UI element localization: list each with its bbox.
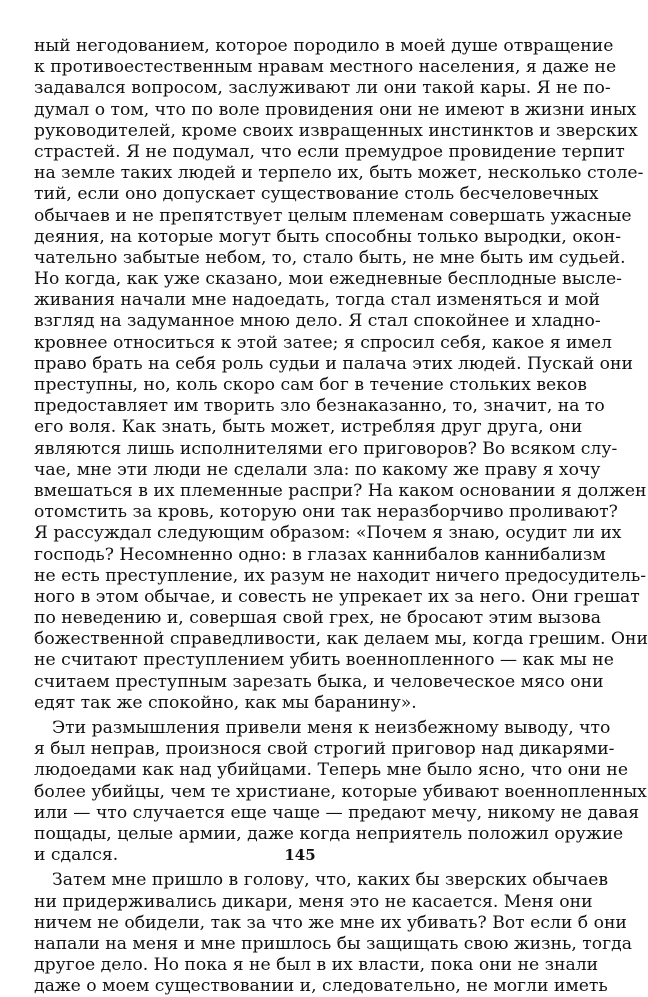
text-line: к противоестественным нравам местного населения, я даже не bbox=[34, 57, 617, 78]
text-line: Эти размышления привели меня к неизбежному выводу, что bbox=[52, 718, 611, 738]
text-line: являются лишь исполнителями его приговоров? Во всяком слу- bbox=[34, 438, 618, 459]
text-line: ни придерживались дикари, меня это не касается. Меня они bbox=[34, 891, 593, 912]
text-line: обычаев и не препятствует целым племенам совершать ужасные bbox=[34, 205, 632, 226]
text-line: не считают преступлением убить военнопленного — как мы не bbox=[34, 650, 614, 671]
text-line: другое дело. Но пока я не был в их власти, пока они не знали bbox=[34, 955, 599, 976]
text-line: я был неправ, произнося свой строгий приговор над дикарями- bbox=[34, 739, 615, 760]
paragraph bbox=[34, 718, 647, 866]
text-line: думал о том, что по воле провидения они не имеют в жизни иных bbox=[34, 99, 637, 120]
text-line: руководителей, кроме своих извращенных инстинктов и зверских bbox=[34, 120, 638, 141]
text-line: напали на меня и мне пришлось бы защищать свою жизнь, тогда bbox=[34, 933, 632, 954]
text-line: людоедами как над убийцами. Теперь мне было ясно, что они не bbox=[34, 760, 629, 781]
text-line: тий, если оно допускает существование столь бесчеловечных bbox=[34, 184, 599, 205]
text-line: Но когда, как уже сказано, мои ежедневные бесплодные высле- bbox=[34, 269, 622, 290]
text-line: вмешаться в их племенные распри? На каком основании я должен bbox=[34, 480, 647, 501]
text-line: деяния, на которые могут быть способны только выродки, окон- bbox=[34, 226, 622, 247]
text-line: кровнее относиться к этой затее; я спросил себя, какое я имел bbox=[34, 332, 612, 353]
text-line: ничем не обидели, так за что же мне их убивать? Вот если б они bbox=[34, 912, 627, 933]
text-line: право брать на себя роль судьи и палача этих людей. Пускай они bbox=[34, 353, 633, 374]
text-line: Я рассуждал следующим образом: «Почем я знаю, осудит ли их bbox=[34, 523, 622, 544]
text-line: не есть преступление, их разум не находит ничего предосудитель- bbox=[34, 565, 647, 586]
text-line: божественной справедливости, как делаем мы, когда грешим. Они bbox=[34, 629, 648, 650]
text-line: на земле таких людей и терпело их, быть может, несколько столе- bbox=[34, 163, 644, 184]
page-number: 145 bbox=[284, 846, 316, 864]
text-line: предоставляет им творить зло безнаказанно, то, значит, на то bbox=[34, 396, 605, 417]
text-line: живания начали мне надоедать, тогда стал изменяться и мой bbox=[34, 290, 600, 311]
text-line: или — что случается еще чаще — предают мечу, никому не давая bbox=[34, 802, 640, 823]
text-line: его воля. Как знать, быть может, истребляя друг друга, они bbox=[34, 417, 583, 438]
text-line: даже о моем существовании и, следовательно, не могли иметь bbox=[34, 976, 608, 997]
text-line: чательно забытые небом, то, стало быть, не мне быть им судьей. bbox=[34, 247, 626, 268]
text-line: ного в этом обычае, и совесть не упрекает их за него. Они грешат bbox=[34, 586, 640, 607]
text-line: взгляд на задуманное мною дело. Я стал спокойнее и хладно- bbox=[34, 311, 601, 332]
text-line: ный негодованием, которое породило в моей душе отвращение bbox=[34, 36, 614, 56]
text-line: едят так же спокойно, как мы баранину». bbox=[34, 692, 417, 713]
text-line: задавался вопросом, заслуживают ли они такой кары. Я не по- bbox=[34, 78, 611, 99]
text-line: господь? Несомненно одно: в глазах каннибалов каннибализм bbox=[34, 544, 606, 565]
text-line: Затем мне пришло в голову, что, каких бы зверских обычаев bbox=[52, 870, 609, 891]
text-line: преступны, но, коль скоро сам бог в течение стольких веков bbox=[34, 375, 587, 395]
text-line: страстей. Я не подумал, что если премудрое провидение терпит bbox=[34, 141, 625, 162]
text-line: считаем преступным зарезать быка, и человеческое мясо они bbox=[34, 671, 604, 692]
text-line: и сдался. bbox=[34, 845, 119, 866]
text-line: чае, мне эти люди не сделали зла: по какому же праву я хочу bbox=[34, 459, 601, 480]
paragraph bbox=[34, 36, 648, 714]
paragraph bbox=[34, 870, 632, 997]
text-line: по неведению и, совершая свой грех, не бросают этим вызова bbox=[34, 608, 601, 629]
text-line: отомстить за кровь, которую они так неразборчиво проливают? bbox=[34, 502, 618, 523]
text-line: более убийцы, чем те христиане, которые убивают военнопленных bbox=[34, 781, 647, 802]
text-line: пощады, целые армии, даже когда неприятель положил оружие bbox=[34, 823, 624, 844]
